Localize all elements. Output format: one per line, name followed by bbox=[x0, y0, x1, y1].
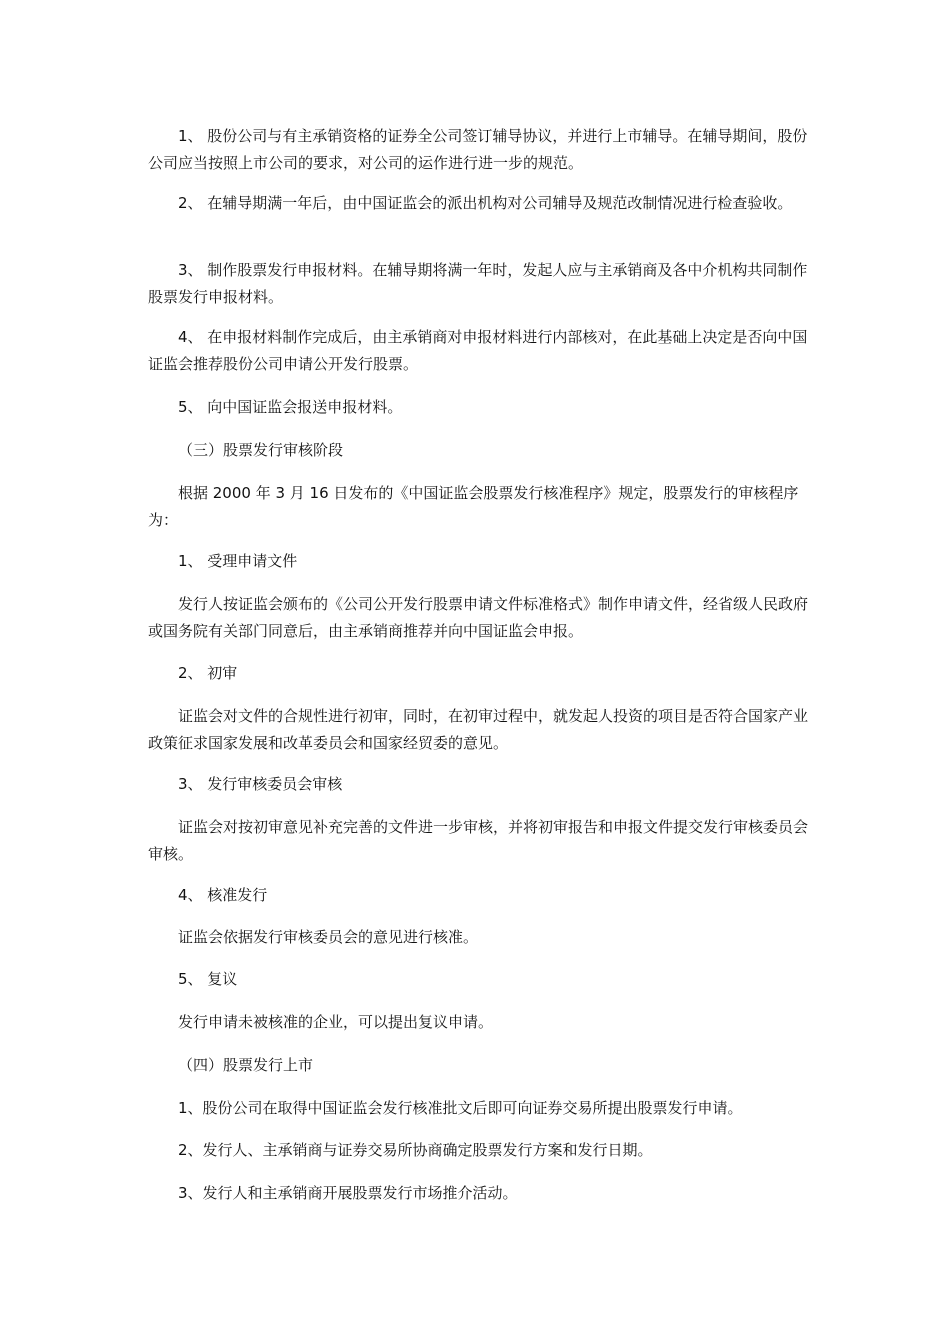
paragraph-11: 证监会对文件的合规性进行初审，同时，在初审过程中，就发起人投资的项目是否符合国家产业政策征求国家发展和改革委员会和国家经贸委的意见。 bbox=[148, 707, 809, 752]
paragraph-16: 5、 复议 bbox=[178, 970, 238, 988]
paragraph-21: 3、发行人和主承销商开展股票发行市场推介活动。 bbox=[178, 1184, 518, 1202]
paragraph-10: 2、 初审 bbox=[178, 664, 238, 682]
section-heading-4: （四）股票发行上市 bbox=[178, 1056, 314, 1074]
paragraph-7: 根据 2000 年 3 月 16 日发布的《中国证监会股票发行核准程序》规定，股票发行的审核程序为： bbox=[148, 484, 799, 529]
section-heading-3: （三）股票发行审核阶段 bbox=[178, 441, 344, 459]
paragraph-19: 1、股份公司在取得中国证监会发行核准批文后即可向证券交易所提出股票发行申请。 bbox=[178, 1099, 743, 1117]
paragraph-2: 2、 在辅导期满一年后，由中国证监会的派出机构对公司辅导及规范改制情况进行检查验收。 bbox=[178, 194, 793, 212]
paragraph-4: 4、 在申报材料制作完成后，由主承销商对申报材料进行内部核对，在此基础上决定是否向中国证监会推荐股份公司申请公开发行股票。 bbox=[148, 328, 808, 373]
paragraph-13: 证监会对按初审意见补充完善的文件进一步审核，并将初审报告和申报文件提交发行审核委员会审核。 bbox=[148, 818, 809, 863]
paragraph-17: 发行申请未被核准的企业，可以提出复议申请。 bbox=[178, 1013, 494, 1031]
paragraph-9: 发行人按证监会颁布的《公司公开发行股票申请文件标准格式》制作申请文件，经省级人民政府或国务院有关部门同意后，由主承销商推荐并向中国证监会申报。 bbox=[148, 595, 809, 640]
paragraph-1: 1、 股份公司与有主承销资格的证券全公司签订辅导协议，并进行上市辅导。在辅导期间，股份公司应当按照上市公司的要求，对公司的运作进行进一步的规范。 bbox=[148, 127, 808, 172]
paragraph-3: 3、 制作股票发行申报材料。在辅导期将满一年时，发起人应与主承销商及各中介机构共同制作股票发行申报材料。 bbox=[148, 261, 808, 306]
paragraph-8: 1、 受理申请文件 bbox=[178, 552, 298, 570]
paragraph-14: 4、 核准发行 bbox=[178, 886, 268, 904]
paragraph-12: 3、 发行审核委员会审核 bbox=[178, 775, 343, 793]
paragraph-15: 证监会依据发行审核委员会的意见进行核准。 bbox=[178, 928, 479, 946]
paragraph-20: 2、发行人、主承销商与证券交易所协商确定股票发行方案和发行日期。 bbox=[178, 1141, 653, 1159]
paragraph-5: 5、 向中国证监会报送申报材料。 bbox=[178, 398, 403, 416]
